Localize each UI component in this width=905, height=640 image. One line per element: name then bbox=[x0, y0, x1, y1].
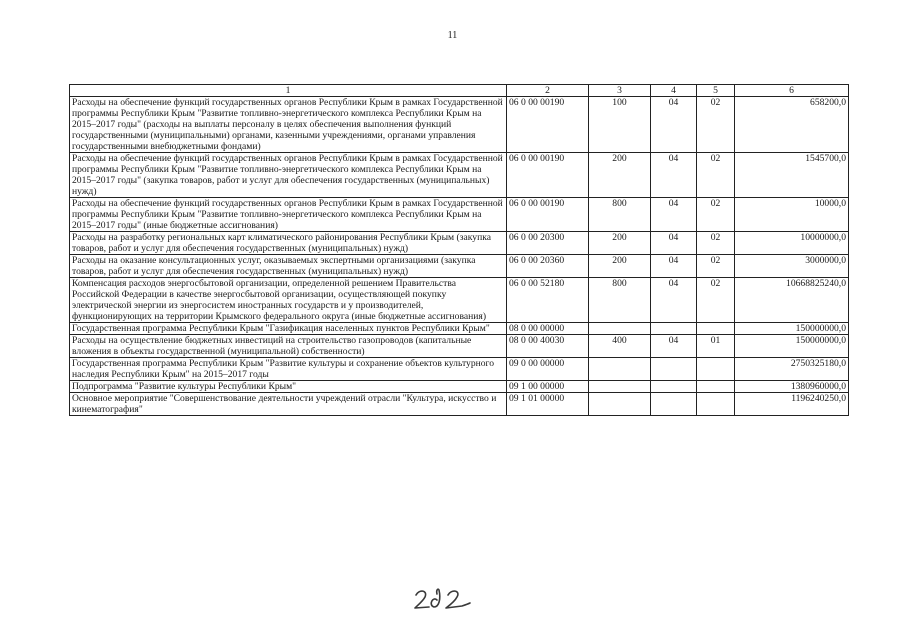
row-section-cell bbox=[651, 358, 697, 381]
table-row bbox=[70, 232, 849, 255]
row-amount-cell: 2750325180,0 bbox=[735, 358, 849, 381]
row-type-cell: 800 bbox=[589, 198, 651, 232]
header-col-5: 5 bbox=[697, 85, 735, 97]
row-type-cell bbox=[589, 381, 651, 393]
row-type-cell: 400 bbox=[589, 335, 651, 358]
header-col-1: 1 bbox=[70, 85, 507, 97]
row-name-cell: Расходы на оказание консультационных услуг, оказываемых экспертными организациями (закупка товаров, работ и услуг для обеспечения государственных (муниципальных) нужд) bbox=[70, 255, 507, 278]
row-amount-cell: 3000000,0 bbox=[735, 255, 849, 278]
row-type-cell bbox=[589, 358, 651, 381]
row-name-cell: Компенсация расходов энергосбытовой организации, определенной решением Правительства Российской Федерации в качестве энергосбытовой организации, осуществляющей покупку электрической энергии из энергосистем иностранных государств и у производителей, функционирующих на территории Крымского федерального округа (иные бюджетные ассигнования) bbox=[70, 278, 507, 323]
handwritten-signature-icon bbox=[412, 586, 472, 612]
row-section-cell: 04 bbox=[651, 232, 697, 255]
row-name-cell: Государственная программа Республики Крым "Развитие культуры и сохранение объектов культурного наследия Республики Крым" на 2015–2017 годы bbox=[70, 358, 507, 381]
table-row bbox=[70, 323, 849, 335]
row-subsection-cell: 02 bbox=[697, 153, 735, 198]
row-type-cell bbox=[589, 393, 651, 416]
header-col-2: 2 bbox=[507, 85, 589, 97]
row-subsection-cell bbox=[697, 393, 735, 416]
row-code-cell: 08 0 00 40030 bbox=[507, 335, 589, 358]
row-subsection-cell: 02 bbox=[697, 198, 735, 232]
row-type-cell: 800 bbox=[589, 278, 651, 323]
row-section-cell: 04 bbox=[651, 278, 697, 323]
row-name-cell: Расходы на обеспечение функций государственных органов Республики Крым в рамках Государственной программы Республики Крым "Развитие топливно-энергетического комплекса Республики Крым на 2015–2017 годы" (закупка товаров, работ и услуг для обеспечения государственных (муниципальных) нужд) bbox=[70, 153, 507, 198]
table-row bbox=[70, 97, 849, 153]
row-section-cell: 04 bbox=[651, 97, 697, 153]
row-amount-cell: 150000000,0 bbox=[735, 335, 849, 358]
row-section-cell: 04 bbox=[651, 198, 697, 232]
row-section-cell bbox=[651, 323, 697, 335]
row-subsection-cell bbox=[697, 381, 735, 393]
row-section-cell bbox=[651, 381, 697, 393]
row-type-cell bbox=[589, 323, 651, 335]
row-name-cell: Основное мероприятие "Совершенствование деятельности учреждений отрасли "Культура, искусство и кинематография" bbox=[70, 393, 507, 416]
row-code-cell: 06 0 00 20360 bbox=[507, 255, 589, 278]
row-section-cell bbox=[651, 393, 697, 416]
row-amount-cell: 658200,0 bbox=[735, 97, 849, 153]
row-code-cell: 06 0 00 00190 bbox=[507, 153, 589, 198]
row-name-cell: Государственная программа Республики Крым "Газификация населенных пунктов Республики Крым" bbox=[70, 323, 507, 335]
row-code-cell: 09 1 00 00000 bbox=[507, 381, 589, 393]
row-subsection-cell: 02 bbox=[697, 97, 735, 153]
row-amount-cell: 10000,0 bbox=[735, 198, 849, 232]
row-code-cell: 08 0 00 00000 bbox=[507, 323, 589, 335]
row-section-cell: 04 bbox=[651, 255, 697, 278]
row-type-cell: 100 bbox=[589, 97, 651, 153]
row-amount-cell: 1380960000,0 bbox=[735, 381, 849, 393]
row-amount-cell: 10668825240,0 bbox=[735, 278, 849, 323]
row-code-cell: 06 0 00 20300 bbox=[507, 232, 589, 255]
table-row bbox=[70, 381, 849, 393]
row-code-cell: 09 0 00 00000 bbox=[507, 358, 589, 381]
row-subsection-cell: 02 bbox=[697, 255, 735, 278]
row-subsection-cell: 02 bbox=[697, 278, 735, 323]
header-row bbox=[70, 85, 849, 97]
row-name-cell: Расходы на осуществление бюджетных инвестиций на строительство газопроводов (капитальные вложения в объекты государственной (муниципальной) собственности) bbox=[70, 335, 507, 358]
table-row bbox=[70, 255, 849, 278]
row-subsection-cell: 01 bbox=[697, 335, 735, 358]
row-code-cell: 06 0 00 00190 bbox=[507, 97, 589, 153]
row-subsection-cell bbox=[697, 323, 735, 335]
row-amount-cell: 10000000,0 bbox=[735, 232, 849, 255]
page-number: 11 bbox=[447, 30, 458, 41]
table-row bbox=[70, 153, 849, 198]
table-row bbox=[70, 358, 849, 381]
row-amount-cell: 150000000,0 bbox=[735, 323, 849, 335]
row-section-cell: 04 bbox=[651, 153, 697, 198]
row-type-cell: 200 bbox=[589, 153, 651, 198]
row-type-cell: 200 bbox=[589, 255, 651, 278]
table-row bbox=[70, 198, 849, 232]
header-col-3: 3 bbox=[589, 85, 651, 97]
row-amount-cell: 1196240250,0 bbox=[735, 393, 849, 416]
row-subsection-cell bbox=[697, 358, 735, 381]
header-col-4: 4 bbox=[651, 85, 697, 97]
row-name-cell: Подпрограмма "Развитие культуры Республики Крым" bbox=[70, 381, 507, 393]
row-type-cell: 200 bbox=[589, 232, 651, 255]
row-subsection-cell: 02 bbox=[697, 232, 735, 255]
table-row bbox=[70, 278, 849, 323]
table-row bbox=[70, 393, 849, 416]
row-name-cell: Расходы на разработку региональных карт климатического районирования Республики Крым (закупка товаров, работ и услуг для обеспечения государственных (муниципальных) нужд) bbox=[70, 232, 507, 255]
row-name-cell: Расходы на обеспечение функций государственных органов Республики Крым в рамках Государственной программы Республики Крым "Развитие топливно-энергетического комплекса Республики Крым на 2015–2017 годы" (расходы на выплаты персоналу в целях обеспечения выполнения функций государственными (муниципальными) органами, казенными учреждениями, органами управления государственными внебюджетными фондами) bbox=[70, 97, 507, 153]
row-code-cell: 06 0 00 52180 bbox=[507, 278, 589, 323]
row-code-cell: 09 1 01 00000 bbox=[507, 393, 589, 416]
row-section-cell: 04 bbox=[651, 335, 697, 358]
row-name-cell: Расходы на обеспечение функций государственных органов Республики Крым в рамках Государственной программы Республики Крым "Развитие топливно-энергетического комплекса Республики Крым на 2015–2017 годы" (иные бюджетные ассигнования) bbox=[70, 198, 507, 232]
budget-table bbox=[69, 84, 849, 416]
table-row bbox=[70, 335, 849, 358]
header-col-6: 6 bbox=[735, 85, 849, 97]
row-code-cell: 06 0 00 00190 bbox=[507, 198, 589, 232]
row-amount-cell: 1545700,0 bbox=[735, 153, 849, 198]
